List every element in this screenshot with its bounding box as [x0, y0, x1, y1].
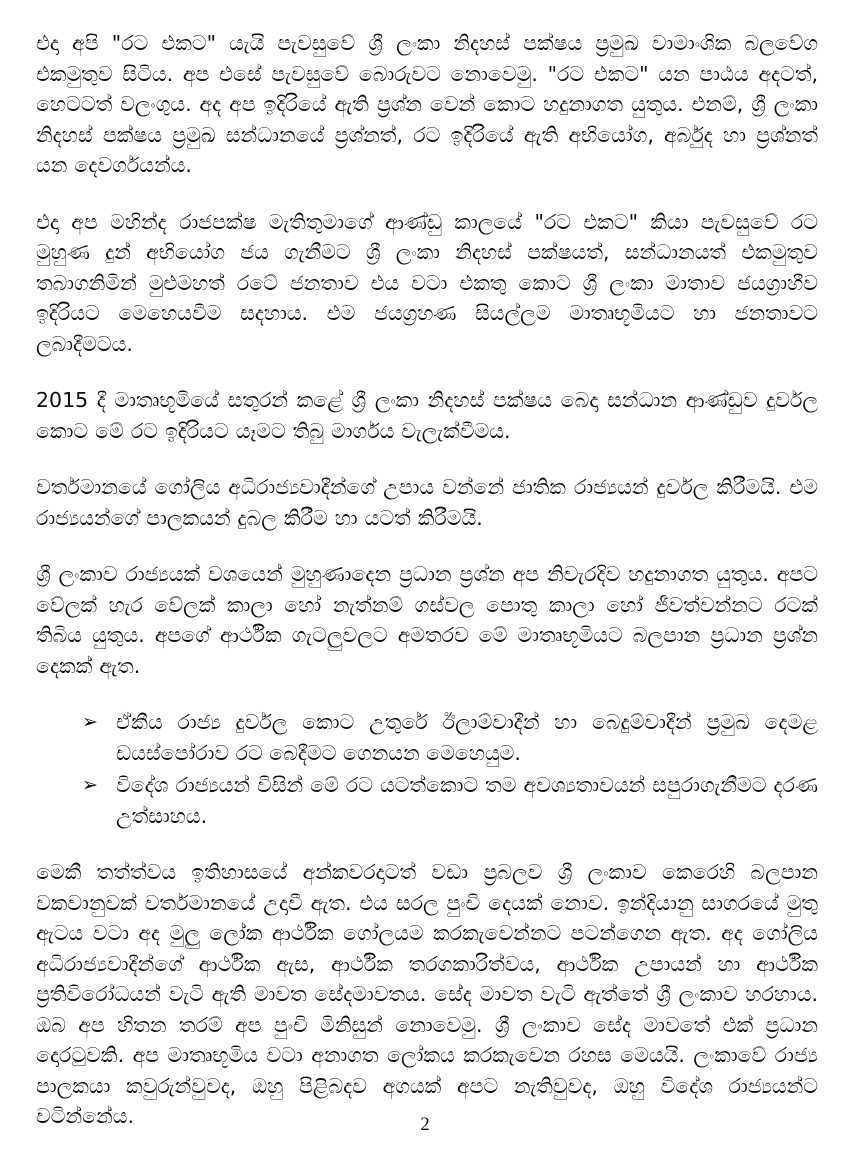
paragraph-6: මෙකී තත්ත්වය ඉතිහාසයේ අන්කවරදාටත් වඩා ප්‍රබලව ශ්‍රී ලංකාව කෙරෙහි බලපාන වකවානුවක් වර්තමානයේ උදාවී ඇත. එය සරල පුංචි දෙයක් නොව. ඉන්දියානු සාගරයේ මුතු ඇටය වටා අද මුලු ලෝක ආර්ථික ගෝලයම කරකැවෙන්නට පටන්ගෙන ඇත. අද ගෝලිය අධිරාජ්‍යවාදීන්ගේ ආර්ථික ඇස, ආර්ථික තරගකාරිත්වය, ආර්ථික උපායන් හා ආර්ථික ප්‍රතිවිරෝධයන් වැටි ඇති මාවත සේදමාවතය. සේද මාවත වැටි ඇත්තේ ශ්‍රී ලංකාව හරහාය. ඔබ අප හිතන තරම් අප පුංචි මිනිසුන් නොවෙමු. ශ්‍රී ලංකාව සේද මාවතේ එක් ප්‍රධාන දොරටුවකි. අප මාතෘභූමිය වටා අනාගත ලෝකය කරකැවෙන රහස මෙයයි. ලංකාවේ රාජ්‍ය පාලකයා කවුරුන්වුවද, ඔහු පිළිබදව අගයක් අපට නැතිවුවද, ඔහු විදේශ රාජ්‍යයන්ට වටින්නේය.	[36, 860, 818, 1128]
document-body	[36, 28, 818, 1132]
paragraph-5: ශ්‍රී ලංකාව රාජ්‍යයක් වශයෙන් මුහුණාදෙන ප්‍රධාන ප්‍රශ්න අප නිවැරදිව හදුනාගත යුතුය. අපට වේලක් හැර වේලක් කාලා හෝ නැත්නම් ගස්වල පොතු කාලා හෝ ජීවත්වන්නට රටක් තිබිය යුතුය. අපගේ ආර්ථික ගැටලුවලට අමතරව මේ මාතෘභූමියට බලපාන ප්‍රධාන ප්‍රශ්න දෙකක් ඇත.	[36, 562, 818, 678]
arrow-bullet-icon: ➢	[82, 711, 98, 733]
paragraph-2: එදා අප මහින්ද රාජපක්ෂ මැතිතුමාගේ ආණ්ඩු කාලයේ "රට එකට" කියා පැවසුවේ රට මුහුණ දුන් අභියෝග ජය ගැනීමට ශ්‍රී ලංකා නිදහස් පක්ෂයත්, සන්ධානයත් එකමුතුව තබාගනිමින් මුළුමහත් රටේ ජනතාව එය වටා එකතු කොට ශ්‍රී ලංකා මාතාව ජයග්‍රාහීව ඉදිරියට මෙහෙයවීම සදහාය. එම ජයග්‍රහණ සියල්ලම මාතෘභූමියට හා ජනතාවට ලබාදීමටය.	[36, 209, 818, 356]
page-number: 2	[420, 1114, 430, 1135]
list-item-text: විදේශ රාජ්‍යයන් විසින් මේ රට යටත්කොට තම අවශ්‍යතාවයන් සපුරාගැනීමට දරණ උත්සාහය.	[116, 773, 818, 828]
paragraph-4: වර්තමානයේ ගෝලිය අධිරාජ්‍යවාදීන්ගේ උපාය වන්නේ ජාතික රාජ්‍යයන් දුර්වල කිරීමයි. එම රාජ්‍යයන්ගේ පාලකයන් දුබල කිරීම හා යටත් කිරීමයි.	[36, 475, 818, 530]
arrow-bullet-icon: ➢	[82, 774, 98, 796]
list-item-text: ඒකීය රාජ්‍ය දුර්වල කොට උතුරේ ඊලාම්වාදීන් හා බෙදුම්වාදීන් ප්‍රමුඛ දෙමළ ඩයස්පෝරාව රට බෙදීමට ගෙනයන මෙහෙයුම.	[116, 710, 818, 765]
bullet-list	[36, 707, 818, 831]
paragraph-3: 2015 දී මාතෘභූමියේ සතුරන් කළේ ශ්‍රී ලංකා නිදහස් පක්ෂය බෙදා සන්ධාන ආණ්ඩුව දුර්වල කොට මේ රට ඉදිරියට යෑමට තිබු මාර්ගය වැලැක්වීමය.	[36, 388, 818, 443]
list-item	[82, 770, 818, 831]
paragraph-1: එදා අපි "රට එකට" යැයි පැවසුවේ ශ්‍රී ලංකා නිදහස් පක්ෂය ප්‍රමුඛ වාමාංශික බලවේග එකමුතුව සිටිය. අප එසේ පැවසුවේ බොරුවට නොවෙමු. "රට එකට" යන පාඨය අදටත්, හෙටටත් වලංගුය. අද අප ඉදිරියේ ඇති ප්‍රශ්න වෙන් කොට හදුනාගත යුතුය. එනම්, ශ්‍රී ලංකා නිදහස් පක්ෂය ප්‍රමුඛ සන්ධානයේ ප්‍රශ්නත්, රට ඉදිරියේ ඇති අභියෝග, අර්බුද හා ප්‍රශ්නත් යන දෙවර්ගයන්ය.	[36, 31, 818, 177]
list-item	[82, 707, 818, 768]
